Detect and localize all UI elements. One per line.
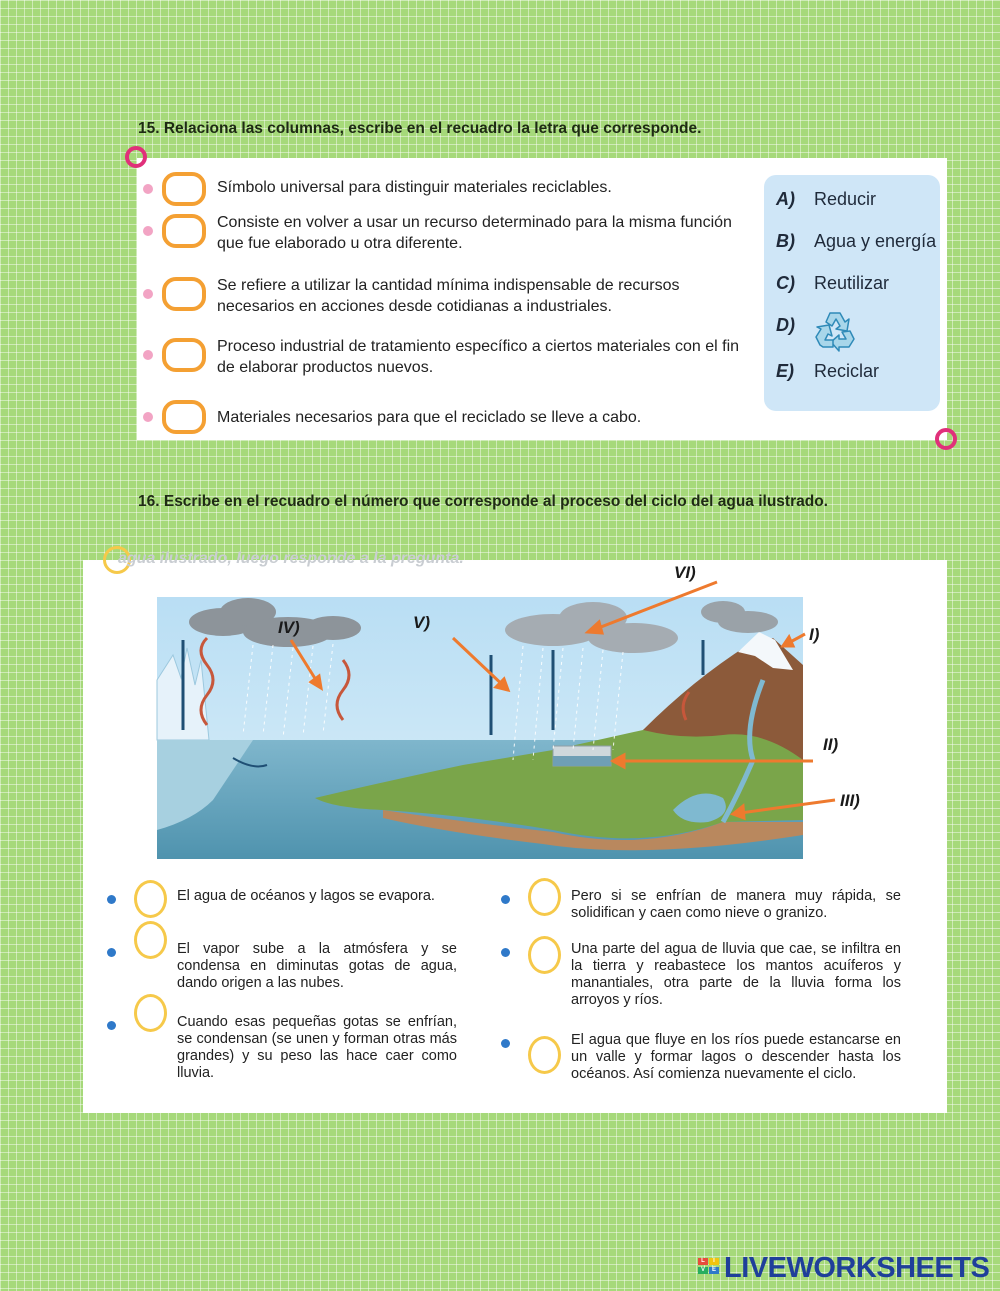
question-16-title: 16. Escribe en el recuadro el número que corresponde al proceso del ciclo del agua ilustrado. xyxy=(138,493,828,510)
options-panel xyxy=(764,175,940,411)
option-text: Reducir xyxy=(814,189,877,209)
logo-block: L xyxy=(698,1258,708,1265)
bullet-icon xyxy=(107,948,116,957)
logo-text: LIVEWORKSHEETS xyxy=(724,1252,990,1284)
logo-blocks-icon xyxy=(698,1258,720,1282)
diagram-label-ii: II) xyxy=(823,735,839,754)
bullet-icon xyxy=(143,226,153,236)
bullet-icon xyxy=(501,895,510,904)
question-16-panel xyxy=(83,550,947,1113)
bullet-icon xyxy=(143,184,153,194)
matching-row xyxy=(137,170,747,210)
step-text: Pero si se enfrían de manera muy rápida, se solidifican y caen como nieve o granizo. xyxy=(571,888,901,921)
step-answer-box[interactable] xyxy=(134,921,167,959)
option-text: Reciclar xyxy=(814,361,880,381)
step-text: El agua que fluye en los ríos puede estancarse en un valle y formar lagos o descender hasta los océanos. Así comienza nuevamente el ciclo. xyxy=(571,1032,901,1082)
bullet-icon xyxy=(143,289,153,299)
bullet-icon xyxy=(501,1039,510,1048)
step-item xyxy=(501,941,901,1011)
question-15-title: 15. Relaciona las columnas, escribe en el recuadro la letra que corresponde. xyxy=(138,120,702,137)
bullet-icon xyxy=(143,412,153,422)
option-text: Reutilizar xyxy=(814,273,890,293)
answer-box-5[interactable] xyxy=(162,400,206,434)
matching-row xyxy=(137,212,747,252)
option-letter: E) xyxy=(776,361,794,381)
statement-5: Materiales necesarios para que el reciclado se lleve a cabo. xyxy=(217,409,642,426)
water-cycle-diagram xyxy=(83,560,947,880)
logo-block: I xyxy=(709,1258,719,1265)
bullet-icon xyxy=(107,895,116,904)
bullet-icon xyxy=(501,948,510,957)
option-letter: C) xyxy=(776,273,795,293)
answer-box-4[interactable] xyxy=(162,338,206,372)
step-text: El vapor sube a la atmósfera y se condensa en diminutas gotas de agua, dando origen a las nubes. xyxy=(177,941,457,991)
matching-row xyxy=(137,336,747,376)
statement-2: Consiste en volver a usar un recurso determinado para la misma función que fue elaborado u otra diferente. xyxy=(217,214,732,252)
diagram-label-i: I) xyxy=(809,625,820,644)
diagram-label-vi: VI) xyxy=(674,563,696,582)
cut-heading-text: agua ilustrado, luego responde a la pregunta. xyxy=(118,550,464,567)
answer-box-1[interactable] xyxy=(162,172,206,206)
answer-box-3[interactable] xyxy=(162,277,206,311)
answer-box-2[interactable] xyxy=(162,214,206,248)
diagram-label-iv: IV) xyxy=(278,618,300,637)
question-15-panel xyxy=(137,158,947,440)
field-water xyxy=(553,756,611,766)
step-answer-box[interactable] xyxy=(134,994,167,1032)
matching-row xyxy=(137,398,747,438)
logo-block: E xyxy=(709,1267,719,1274)
diagram-label-v: V) xyxy=(413,613,430,632)
step-text: Una parte del agua de lluvia que cae, se infiltra en la tierra y reabastece los mantos acuíferos y manantiales, otra parte de la lluvia forma los arroyos y ríos. xyxy=(571,941,901,1008)
option-letter: D) xyxy=(776,315,795,335)
bullet-icon xyxy=(143,350,153,360)
step-text: Cuando esas pequeñas gotas se enfrían, se condensan (se unen y forman otras más grandes) y su peso las hace caer como lluvia. xyxy=(177,1014,457,1081)
decorative-corner xyxy=(935,428,957,450)
option-letter: A) xyxy=(776,189,795,209)
step-answer-box[interactable] xyxy=(528,936,561,974)
step-item xyxy=(107,1014,467,1084)
step-answer-box[interactable] xyxy=(528,878,561,916)
decorative-corner xyxy=(125,146,147,168)
logo-block: V xyxy=(698,1267,708,1274)
option-letter: B) xyxy=(776,231,795,251)
statement-1: Símbolo universal para distinguir materiales reciclables. xyxy=(217,179,612,196)
statement-3: Se refiere a utilizar la cantidad mínima indispensable de recursos necesarios en acciones desde cotidianas a industriales. xyxy=(217,277,680,315)
liveworksheets-logo xyxy=(698,1252,998,1288)
diagram-label-iii: III) xyxy=(840,791,860,810)
step-answer-box[interactable] xyxy=(134,880,167,918)
recycle-icon xyxy=(814,309,856,353)
option-text: Agua y energía xyxy=(814,231,937,251)
step-answer-box[interactable] xyxy=(528,1036,561,1074)
step-text: El agua de océanos y lagos se evapora. xyxy=(177,888,435,904)
bullet-icon xyxy=(107,1021,116,1030)
statement-4: Proceso industrial de tratamiento específico a ciertos materiales con el fin de elaborar productos nuevos. xyxy=(217,338,740,376)
matching-row xyxy=(137,275,747,315)
step-item xyxy=(501,1032,901,1102)
